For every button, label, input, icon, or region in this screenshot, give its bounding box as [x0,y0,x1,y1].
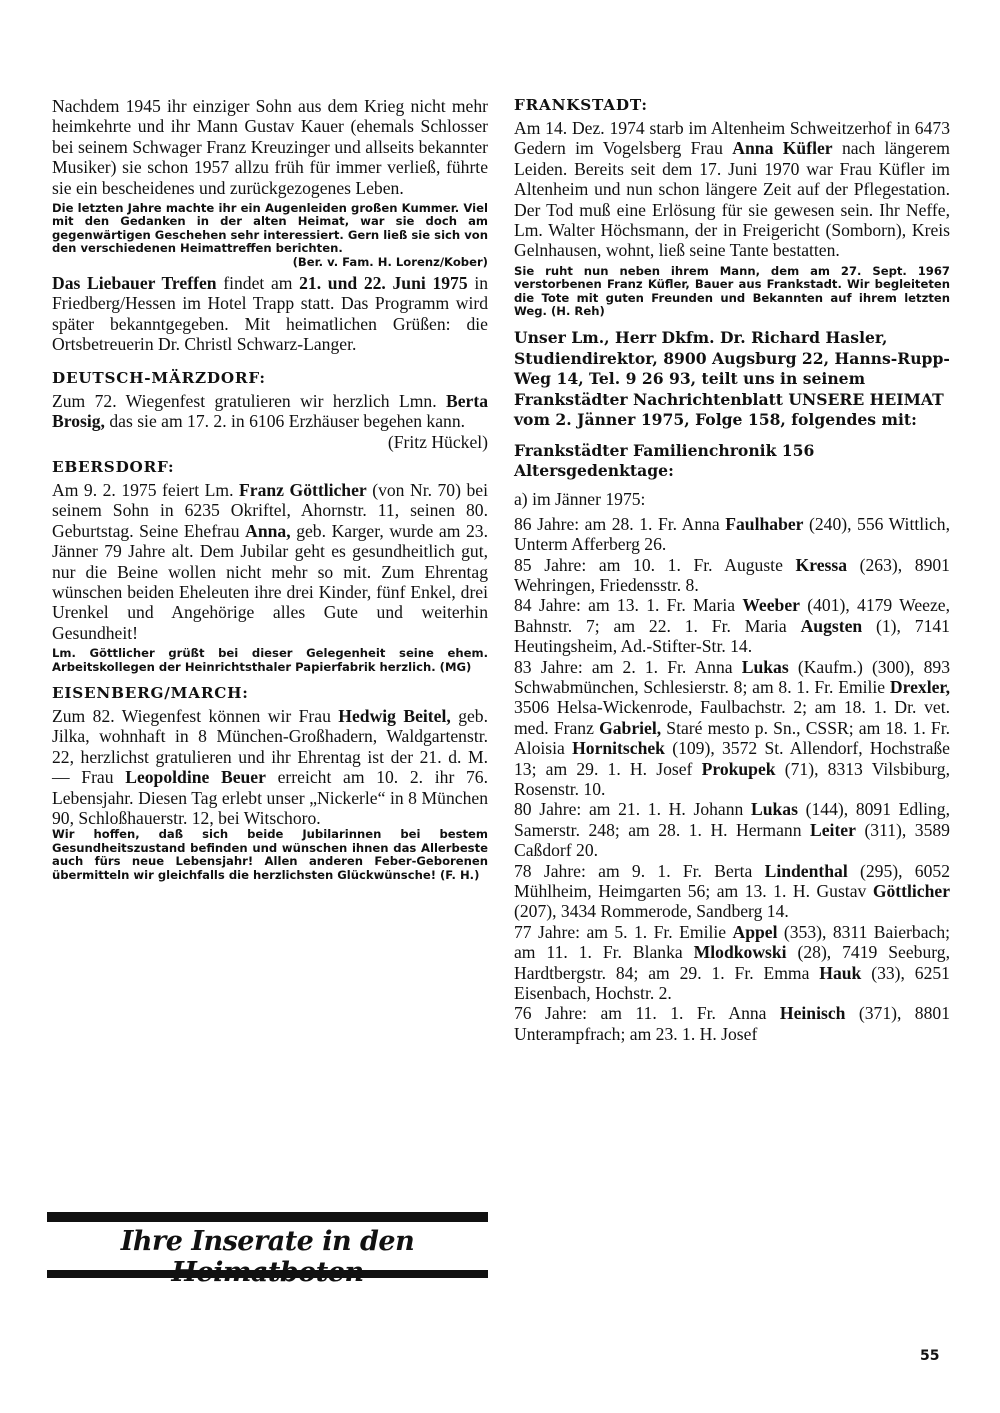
advertisement-banner [47,1212,488,1278]
e83-bold-3: Gabriel, [599,717,662,738]
e83-text-1: 83 Jahre: am 2. 1. Fr. Anna [514,656,742,677]
e83-bold-2: Drexler, [889,676,950,697]
eb-text-1: Am 9. 2. 1975 feiert Lm. [52,479,240,500]
e83-text-3: 3506 Helsa-Wickenrode, Faulbachstr. 2; am 18. 1. Dr. vet. med. Franz [514,697,950,738]
treffen-bold-2: 21. und 22. Juni 1975 [299,273,468,294]
dm-text-1: Zum 72. Wiegenfest gratulieren wir herzlich Lmn. [52,390,446,411]
eb-bold-2: Anna, [245,520,291,541]
left-column [52,96,488,882]
banner-text: Ihre Inserate in den [120,1226,415,1257]
eisenberg-paragraph [52,706,488,828]
e83-bold-5: Prokupek [701,758,776,779]
e78-text-2: (295), 6052 Mühlheim, Heimgarten 56; am 13. 1. H. Gustav [514,860,950,902]
e84-text-3: (1), 7141 Heutingsheim, Ad.-Stifter-Str. 14. [514,615,950,657]
e86-bold-1: Faulhaber [725,513,804,534]
eb-text-2: (von Nr. 70) bei seinem Sohn in 6235 Okriftel, Ahornstr. 11, seinen 80. Geburtstag. Seine Ehefrau [52,479,488,541]
e76-text-2: (371), 8801 Unterampfrach; am 23. 1. H. Josef [514,1003,950,1044]
em-bold-2: Leopoldine Beuer [125,767,266,788]
dm-text-2: das sie am 17. 2. in 6106 Erzhäuser begehen kann. [104,411,466,432]
entry-84 [514,595,950,656]
right-column [514,96,950,1044]
em-text-2: geb. Jilka, wohnhaft in 8 München-Großhadern, Waldgartenstr. 22, herzlichst gratulieren und ihr Ehrentag ist der 21. d. M. — Frau [52,705,488,788]
deutsch-maerzdorf-paragraph [52,391,488,432]
unser-lm-paragraph: Unser Lm., Herr Dkfm. Dr. Richard Hasler, Studiendirektor, 8900 Augsburg 22, Hanns-Rupp-Weg 14, Tel. 9 26 93, teilt uns in seinem Frankstädter Nachrichtenblatt UNSERE HEIMAT vom 2. Jänner 1975, Folge 158, folgendes mit: [514,328,950,430]
heading-eisenberg-march: EISENBERG/MARCH: [52,683,249,702]
fs-text-1: Am 14. Dez. 1974 starb im Altenheim Schweitzerhof in 6473 Gedern im Vogelsberg Frau [514,118,950,159]
e80-text-1: 80 Jahre: am 21. 1. H. Johann [514,799,751,820]
ebersdorf-small-paragraph: Lm. Göttlicher grüßt bei dieser Gelegenheit seine ehem. Arbeitskollegen der Heinrichtsthaler Papierfabrik herzlich. (MG) [52,646,488,674]
em-text-3: erreicht am 10. 2. ihr 76. Lebensjahr. Diesen Tag erlebt unser „Nickerle“ in 8 München 90, Schloßhauerstr. 12, bei Witschoro. [52,767,488,828]
e84-bold-1: Weeber [742,595,800,616]
banner-bottom-rule [47,1270,488,1278]
entry-77 [514,922,950,1004]
treffen-paragraph [52,273,488,355]
entry-78 [514,861,950,922]
heading-ebersdorf: EBERSDORF: [52,457,175,476]
e78-text-1: 78 Jahre: am 9. 1. Fr. Berta [514,860,765,881]
heading-frankstadt: FRANKSTADT: [514,96,648,114]
e83-text-6: (71), 8313 Vilsbiburg, Rosenstr. 10. [514,758,950,799]
em-bold-1: Hedwig Beitel, [338,705,451,726]
e85-text-1: 85 Jahre: am 10. 1. Fr. Auguste [514,554,796,575]
page-number: 55 [920,1348,940,1364]
entry-76 [514,1003,950,1044]
e83-text-4: Staré mesto p. Sn., CSSR; am 18. 1. Fr. Aloisia [514,717,951,759]
heading-deutsch-maerzdorf: DEUTSCH-MÄRZDORF: [52,368,266,387]
e85-text-2: (263), 8901 Wehringen, Friedensstr. 8. [514,554,950,595]
e77-text-2: (353), 8311 Baierbach; am 11. 1. Fr. Blanka [514,921,950,963]
e77-text-4: (33), 6251 Eisenbach, Hochstr. 2. [514,962,950,1004]
chronik-heading: Frankstädter Familienchronik 156 Altersgedenktage: [514,440,815,480]
treffen-bold-1: Das Liebauer Treffen [52,273,217,294]
e83-text-5: (109), 3572 St. Allendorf, Hochstraße 13; am 29. 1. H. Josef [514,738,950,779]
e83-bold-1: Lukas [741,656,789,677]
e77-text-3: (28), 7419 Seeburg, Hardtbergstr. 84; am 29. 1. Fr. Emma [514,942,951,983]
e84-text-1: 84 Jahre: am 13. 1. Fr. Maria [514,595,743,616]
entry-83 [514,657,950,800]
banner-top-rule [47,1212,488,1222]
e80-bold-1: Lukas [751,799,798,820]
e83-bold-4: Hornitschek [572,738,665,759]
e84-text-2: (401), 4179 Weeze, Bahnstr. 7; am 22. 1. Fr. Maria [514,595,951,636]
entry-85 [514,555,950,596]
intro-credit: (Ber. v. Fam. H. Lorenz/Kober) [292,254,488,269]
frankstadt-paragraph [514,118,950,261]
e77-bold-2: Mlodkowski [693,942,787,963]
eb-text-3: geb. Karger, wurde am 23. Jänner 79 Jahre alt. Dem Jubilar geht es gesundheitlich gut, nur die Beine wollen nicht mehr so mit. Zum Ehrentag wünschen beiden Eheleuten ihre drei Kinder, fünf Enkel, drei Urenkel und Angehörige alles Gute und weiterhin Gesundheit! [52,520,488,643]
e83-text-2: (Kaufm.) (300), 893 Schwabmünchen, Schlesierstr. 8; am 8. 1. Fr. Emilie [514,656,950,697]
eisenberg-small-paragraph: Wir hoffen, daß sich beide Jubilarinnen bei bestem Gesundheitszustand befinden und wünschen ihnen das Allerbeste auch fürs neue Lebensjahr! Allen anderen Feber-Geborenen übermitteln wir gleichfalls die herzlichsten Glückwünsche! (F. H.) [52,827,488,882]
ebersdorf-paragraph [52,480,488,643]
e77-bold-3: Hauk [819,962,862,983]
e80-text-3: (311), 3589 Caßdorf 20. [514,819,950,861]
e77-text-1: 77 Jahre: am 5. 1. Fr. Emilie [514,921,733,942]
deutsch-maerzdorf-credit: (Fritz Hückel) [387,431,488,452]
e80-bold-2: Leiter [810,819,856,840]
frankstadt-small-paragraph: Sie ruht nun neben ihrem Mann, dem am 27. Sept. 1967 verstorbenen Franz Küfler, Bauer aus Frankstadt. Wir begleiteten die Tote mit guten Freunden und Bekannten auf ihrem letzten Weg. (H. Reh) [514,263,950,319]
treffen-text-2: in Friedberg/Hessen im Hotel Trapp statt. Das Programm wird später bekanntgegeben. Mit heimatlichen Grüßen: die Ortsbetreuerin Dr. Christl Schwarz-Langer. [52,273,489,355]
em-text-1: Zum 82. Wiegenfest können wir Frau [52,705,339,726]
e86-text-1: 86 Jahre: am 28. 1. Fr. Anna [514,513,726,534]
entry-80 [514,799,950,860]
month-heading: a) im Jänner 1975: [514,489,646,510]
eb-bold-1: Franz Göttlicher [239,479,367,500]
dm-bold-1: Berta Brosig, [52,390,488,432]
treffen-text-1: findet am [216,273,300,294]
e78-bold-1: Lindenthal [764,860,848,881]
fs-bold-1: Anna Küfler [732,138,833,159]
e86-text-2: (240), 556 Wittlich, Unterm Afferberg 26. [514,513,951,555]
e84-bold-2: Augsten [800,615,863,636]
e85-bold-1: Kressa [795,554,847,575]
e80-text-2: (144), 8091 Edling, Samerstr. 248; am 28. 1. H. Hermann [514,799,950,840]
intro-paragraph: Nachdem 1945 ihr einziger Sohn aus dem Krieg nicht mehr heimkehrte und ihr Mann Gustav Kauer (ehemals Schlosser bei seinem Schwager Franz Kreuzinger und allseits bekannter Musiker) sie schon 1957 allzu früh für immer verließ, führte sie ein bescheidenes und zurückgezogenes Leben. [52,96,488,198]
e77-bold-1: Appel [732,921,778,942]
entry-86 [514,514,950,555]
e78-bold-2: Göttlicher [872,881,950,902]
intro-small-paragraph: Die letzten Jahre machte ihr ein Augenleiden großen Kummer. Viel mit den Gedanken in der alten Heimat, war sie doch am gegenwärtigen Geschehen sehr interessiert. Gern ließ sie sich von den verschiedenen Heimattreffen berichten. [52,201,488,256]
e76-bold-1: Heinisch [779,1003,846,1024]
fs-text-2: nach längerem Leiden. Bereits seit dem 17. Juni 1970 war Frau Küfler im Altenheim und nun schon längere Zeit auf der Pflegestation. Der Tod muß eine Erlösung für sie gewesen sein. Ihr Neffe, Lm. Walter Höchsmann, der in Freigericht (Somborn), Kreis Gelnhausen, wohnt, ließ seine Tante bestatten. [514,138,950,261]
e76-text-1: 76 Jahre: am 11. 1. Fr. Anna [514,1003,780,1024]
e78-text-3: (207), 3434 Rommerode, Sandberg 14. [514,901,789,922]
